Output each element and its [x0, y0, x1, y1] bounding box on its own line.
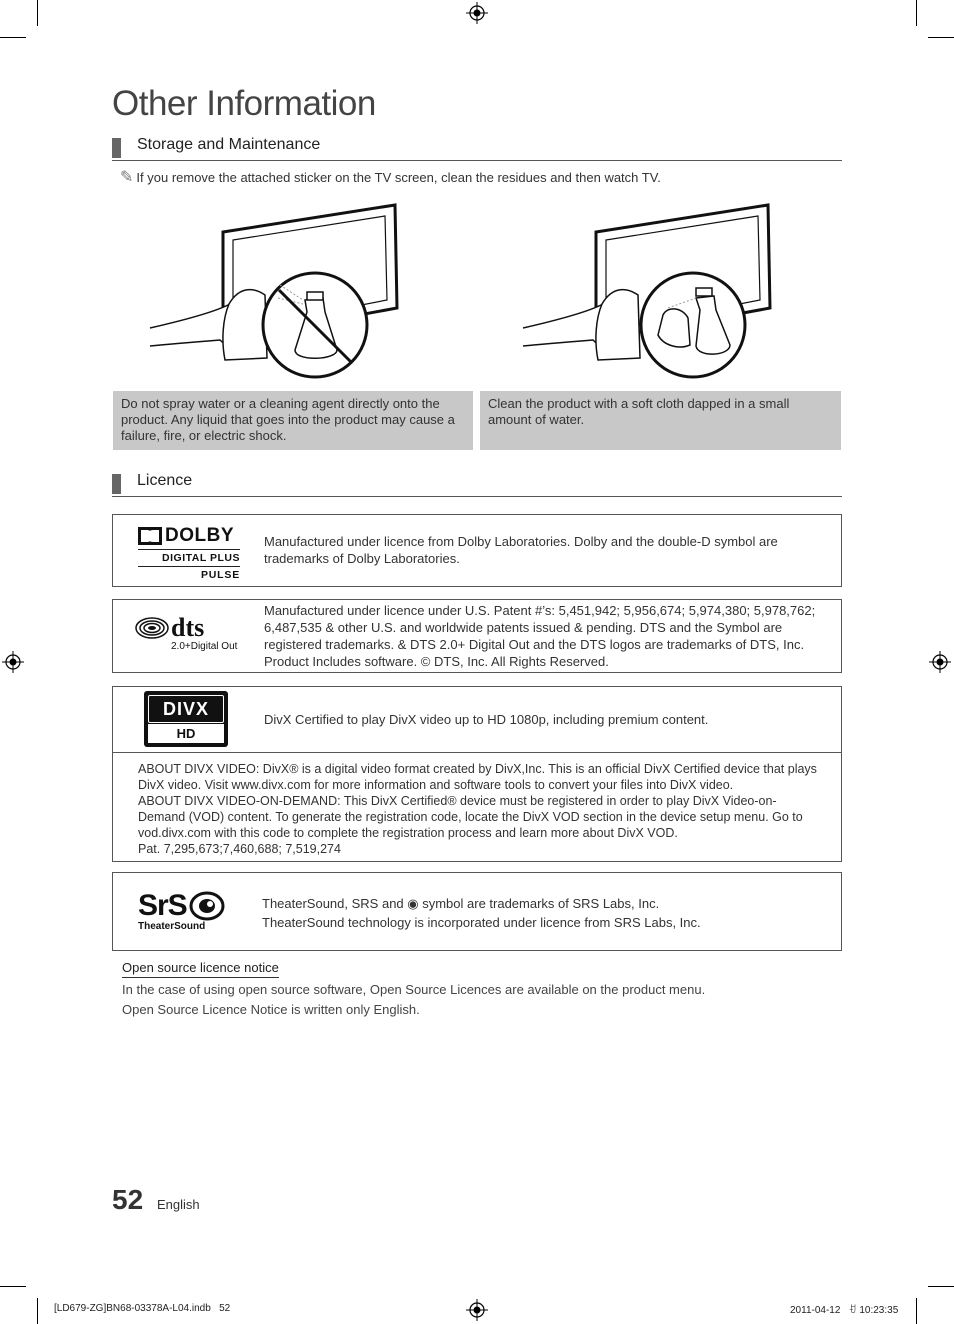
spray-prohibited-illustration [145, 200, 405, 385]
page-language: English [157, 1197, 200, 1212]
dolby-digital-plus: DIGITAL PLUS [138, 550, 240, 567]
srs-incorporated-line: TheaterSound technology is incorporated under licence from SRS Labs, Inc. [262, 915, 701, 930]
registration-mark-icon [2, 651, 24, 673]
section-marker [112, 474, 121, 494]
footer-timestamp: 2011-04-12 ꀀ 10:23:35 [790, 1305, 899, 1316]
licence-divx-box [112, 686, 842, 862]
divx-about-video: ABOUT DIVX VIDEO: DivX® is a digital video format created by DivX,Inc. This is an official DivX Certified device that plays DivX video. Visit www.divx.com for more information and software tools to convert your files into DivX video. [138, 762, 817, 792]
srs-trademark-line: TheaterSound, SRS and ◉ symbol are trademarks of SRS Labs, Inc. [262, 896, 660, 911]
licence-dts-box [112, 599, 842, 673]
divx-divider [113, 752, 841, 753]
caption-clean-with-cloth: Clean the product with a soft cloth dapped in a small amount of water. [480, 391, 841, 450]
dolby-pulse: PULSE [200, 569, 240, 581]
srs-wordmark: SrS [138, 889, 187, 922]
open-source-title: Open source licence notice [122, 960, 279, 978]
crop-mark [0, 37, 26, 38]
dts-digital-out: 2.0+Digital Out [171, 641, 238, 652]
crop-mark [0, 1286, 26, 1287]
crop-mark [928, 37, 954, 38]
divx-patents: Pat. 7,295,673;7,460,688; 7,519,274 [138, 842, 341, 856]
page-title: Other Information [112, 84, 376, 123]
divx-hd-label: HD [148, 724, 224, 743]
crop-mark [928, 1286, 954, 1287]
dts-disc-icon [135, 616, 169, 640]
footer-file-info: [LD679-ZG]BN68-03378A-L04.indb 52 [54, 1303, 231, 1314]
dts-wordmark: dts [171, 613, 205, 642]
srs-logo [138, 891, 248, 932]
cloth-cleaning-illustration [518, 200, 778, 385]
section-marker [112, 138, 121, 158]
note [120, 167, 661, 187]
open-source-line-1: In the case of using open source software, Open Source Licences are available on the product menu. [122, 982, 706, 997]
divx-about-text [138, 761, 818, 857]
note-text: If you remove the attached sticker on the TV screen, clean the residues and then watch TV. [136, 170, 661, 185]
dolby-wordmark: DOLBY [165, 525, 234, 546]
crop-mark [916, 1298, 917, 1324]
divx-about-vod: ABOUT DIVX VIDEO-ON-DEMAND: This DivX Certified® device must be registered in order to play DivX Video-on-Demand (VOD) content. To generate the registration code, locate the DivX VOD section in the device setup menu. Go to vod.divx.com with this code to complete the registration process and learn more about DivX VOD. [138, 794, 803, 840]
section-heading-storage [112, 136, 842, 161]
pencil-note-icon: ✎ [120, 169, 134, 186]
section-heading-licence [112, 472, 842, 497]
srs-symbol-icon [189, 891, 225, 921]
licence-srs-box [112, 872, 842, 951]
divx-hd-logo [144, 691, 228, 747]
open-source-line-2: Open Source Licence Notice is written only English. [122, 1002, 420, 1017]
double-d-icon [138, 527, 162, 545]
licence-dolby-box [112, 514, 842, 587]
divx-wordmark: DIVX [148, 695, 224, 723]
srs-theatersound-label: TheaterSound [138, 921, 206, 932]
dts-licence-text: Manufactured under licence under U.S. Patent #’s: 5,451,942; 5,956,674; 5,974,380; 5,978,762; 6,487,535 & other U.S. and worldwide patents issued & pending. DTS and the Symbol are registered trademarks. & DTS 2.0+ Digital Out and the DTS logos are trademarks of DTS, Inc. Product Includes software. © DTS, Inc. All Rights Reserved. [264, 603, 816, 669]
dolby-licence-text: Manufactured under licence from Dolby Laboratories. Dolby and the double-D symbol are trademarks of Dolby Laboratories. [264, 534, 778, 566]
crop-mark [37, 1298, 38, 1324]
caption-do-not-spray: Do not spray water or a cleaning agent directly onto the product. Any liquid that goes into the product may cause a failure, fire, or electric shock. [113, 391, 473, 450]
divx-licence-text: DivX Certified to play DivX video up to HD 1080p, including premium content. [264, 712, 709, 727]
srs-licence-text [262, 894, 832, 932]
registration-mark-icon [929, 651, 951, 673]
crop-mark [37, 0, 38, 26]
crop-mark [916, 0, 917, 26]
registration-mark-icon [466, 2, 488, 24]
registration-mark-icon [466, 1299, 488, 1321]
section-heading-text: Licence [137, 472, 193, 489]
section-heading-text: Storage and Maintenance [137, 136, 321, 153]
dolby-logo [138, 525, 240, 581]
dts-logo [135, 613, 245, 652]
page-number: 52 [112, 1184, 144, 1215]
